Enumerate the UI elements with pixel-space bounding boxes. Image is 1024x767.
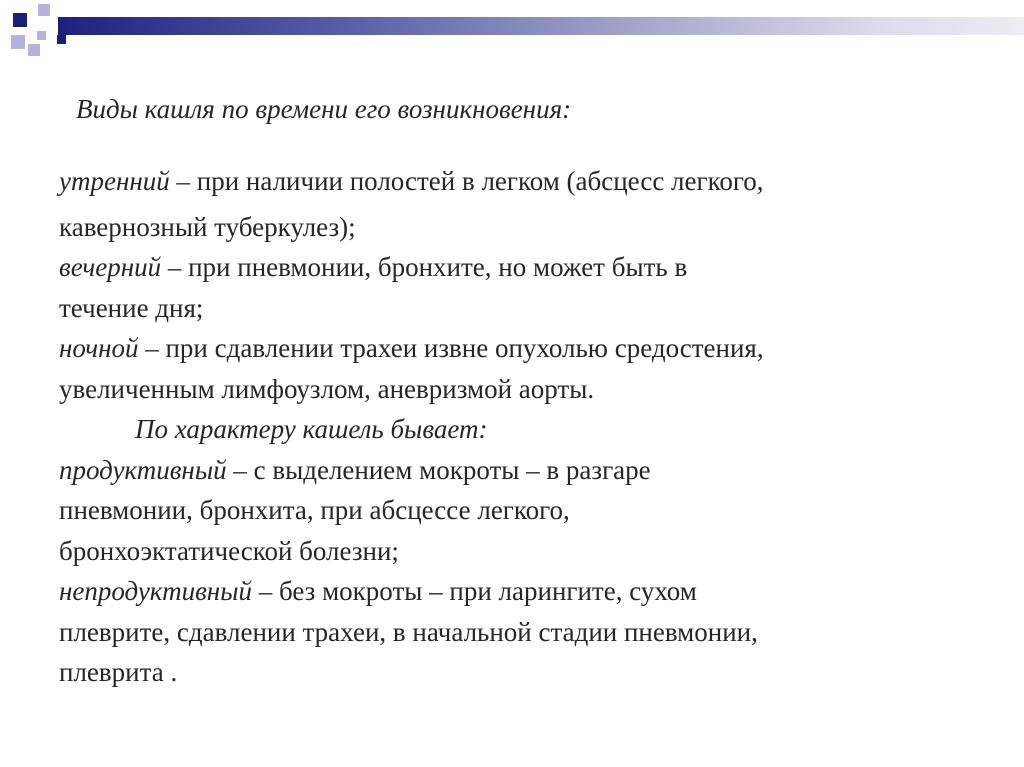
list-item <box>59 450 1009 491</box>
list-item <box>59 328 1009 369</box>
description: – при пневмонии, бронхите, но может быть в <box>161 252 688 282</box>
corner-square-lavender <box>11 35 25 49</box>
list-item-continuation: бронхоэктатической болезни; <box>59 535 399 566</box>
term: ночной <box>59 333 139 363</box>
corner-square-lavender <box>38 4 50 16</box>
term: продуктивный <box>59 454 227 485</box>
list-item-continuation: кавернозный туберкулез); <box>59 211 356 242</box>
list-item-continuation: увеличенным лимфоузлом, аневризмой аорты. <box>59 373 595 404</box>
term: утренний <box>59 166 170 196</box>
term: непродуктивный <box>59 576 252 606</box>
list-item <box>59 161 1009 202</box>
header-gradient-bar <box>58 17 1024 35</box>
description: – без мокроты – при ларингите, сухом <box>251 576 697 606</box>
term: вечерний <box>59 252 162 282</box>
list-item-continuation: пневмонии, бронхита, при абсцессе легкого, <box>59 495 570 525</box>
list-item <box>59 247 1009 288</box>
list-item <box>59 571 1009 612</box>
section-subheading: По характеру кашель бывает: <box>135 414 488 444</box>
list-item-continuation: течение дня; <box>59 292 204 323</box>
corner-square-lavender <box>37 31 46 40</box>
slide-body <box>59 161 1009 693</box>
corner-square-navy <box>13 13 27 27</box>
list-item-continuation: плеврита . <box>59 657 178 687</box>
corner-square-navy <box>57 35 66 44</box>
description: – при сдавлении трахеи извне опухолью средостения, <box>138 333 764 363</box>
slide-heading: Виды кашля по времени его возникновения: <box>76 94 572 124</box>
corner-square-lavender <box>28 44 40 56</box>
list-item-continuation: плеврите, сдавлении трахеи, в начальной стадии пневмонии, <box>59 616 758 647</box>
description: – при наличии полостей в легком (абсцесс легкого, <box>169 166 764 196</box>
description: – с выделением мокроты – в разгаре <box>226 454 651 485</box>
